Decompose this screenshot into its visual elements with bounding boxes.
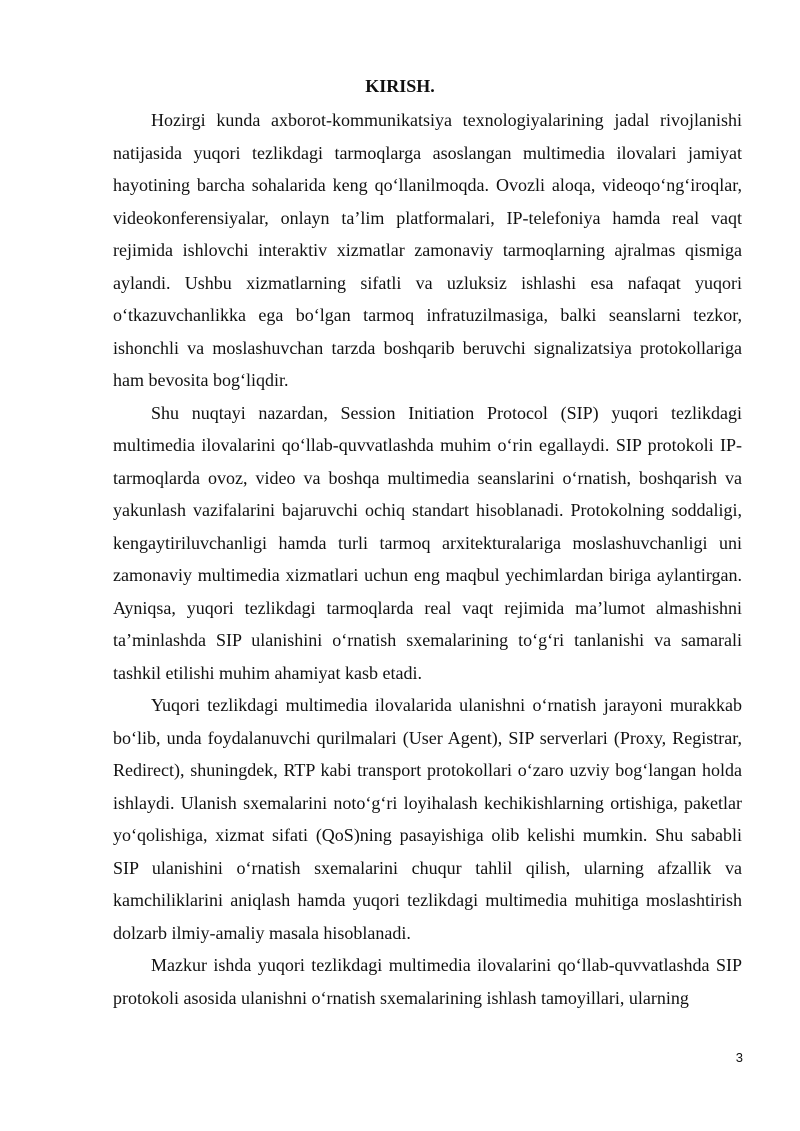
section-heading: KIRISH. [365,76,435,96]
body-text [113,104,742,1014]
paragraph-2: Shu nuqtayi nazardan, Session Initiation Protocol (SIP) yuqori tezlikdagi multimedia ilovalarini qo‘llab-quvvatlashda muhim o‘rin egallaydi. SIP protokoli IP-tarmoqlarda ovoz, video va boshqa multimedia seanslarini o‘rnatish, boshqarish va yakunlash vazifalarini bajaruvchi ochiq standart hisoblanadi. Protokolning soddaligi, kengaytiriluvchanligi hamda turli tarmoq arxitekturalariga moslashuvchanligi uni zamonaviy multimedia xizmatlari uchun eng maqbul yechimlardan biriga aylantirgan. Ayniqsa, yuqori tezlikdagi tarmoqlarda real vaqt rejimida ma’lumot almashishni ta’minlashda SIP ulanishini o‘rnatish sxemalarining to‘g‘ri tanlanishi va samarali tashkil etilishi muhim ahamiyat kasb etadi. [113,402,742,683]
paragraph-3: Yuqori tezlikdagi multimedia ilovalarida ulanishni o‘rnatish jarayoni murakkab bo‘lib, unda foydalanuvchi qurilmalari (User Agent), SIP serverlari (Proxy, Registrar, Redirect), shuningdek, RTP kabi transport protokollari o‘zaro uzviy bog‘langan holda ishlaydi. Ulanish sxemalarini noto‘g‘ri loyihalash kechikishlarning ortishiga, paketlar yo‘qolishiga, xizmat sifati (QoS)ning pasayishiga olib kelishi mumkin. Shu sababli SIP ulanishini o‘rnatish sxemalarini chuqur tahlil qilish, ularning afzallik va kamchiliklarini aniqlash hamda yuqori tezlikdagi multimedia muhitiga moslashtirish dolzarb ilmiy-amaliy masala hisoblanadi. [113,695,742,943]
page-number: 3 [735,1050,743,1065]
paragraph-4: Mazkur ishda yuqori tezlikdagi multimedia ilovalarini qo‘llab-quvvatlashda SIP protokoli asosida ulanishni o‘rnatish sxemalarining ishlash tamoyillari, ularning [113,955,742,1008]
paragraph-1: Hozirgi kunda axborot-kommunikatsiya texnologiyalarining jadal rivojlanishi natijasida yuqori tezlikdagi tarmoqlarga asoslangan multimedia ilovalari jamiyat hayotining barcha sohalarida keng qo‘llanilmoqda. Ovozli aloqa, videoqo‘ng‘iroqlar, videokonferensiyalar, onlayn ta’lim platformalari, IP-telefoniya hamda real vaqt rejimida ishlovchi interaktiv xizmatlar zamonaviy tarmoqlarning ajralmas qismiga aylandi. Ushbu xizmatlarning sifatli va uzluksiz ishlashi esa nafaqat yuqori o‘tkazuvchanlikka ega bo‘lgan tarmoq infratuzilmasiga, balki seanslarni tezkor, ishonchli va moslashuvchan tarzda boshqarib beruvchi signalizatsiya protokollariga ham bevosita bog‘liqdir. [113,110,742,390]
